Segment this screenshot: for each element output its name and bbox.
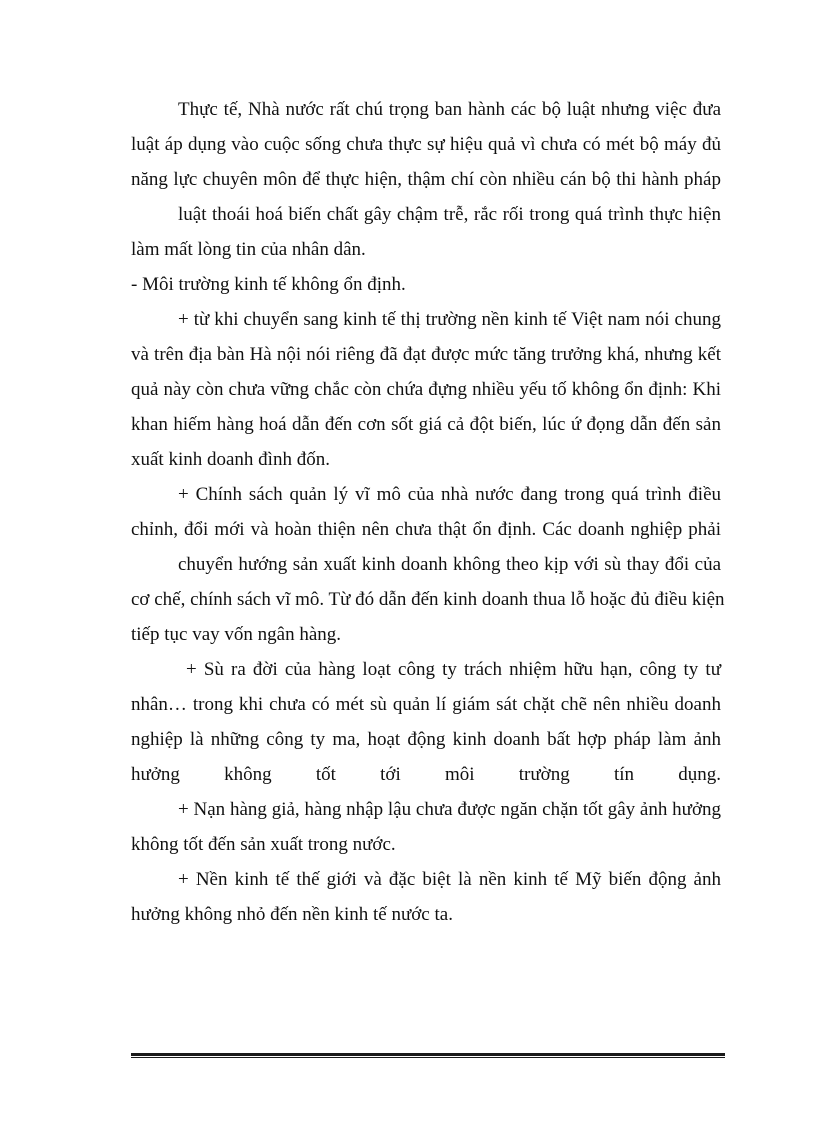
paragraph-line: quả này còn chưa vững chắc còn chứa đựng nhiều yếu tố không ổn định: Khi [131,379,721,400]
paragraph-line: luật thoái hoá biến chất gây chậm trễ, rắc rối trong quá trình thực hiện [178,204,721,225]
paragraph-line: + Chính sách quản lý vĩ mô của nhà nước đang trong quá trình điều [178,484,721,505]
paragraph-line: luật áp dụng vào cuộc sống chưa thực sự hiệu quả vì chưa có mét bộ máy đủ [131,134,721,155]
paragraph-line: nghiệp là những công ty ma, hoạt động kinh doanh bất hợp pháp làm ảnh [131,729,721,750]
paragraph-line: tiếp tục vay vốn ngân hàng. [131,624,342,645]
paragraph-line: Thực tế, Nhà nước rất chú trọng ban hành các bộ luật nhưng việc đưa [178,99,721,120]
paragraph-line: chỉnh, đổi mới và hoàn thiện nên chưa thật ổn định. Các doanh nghiệp phải [131,519,721,540]
paragraph-line: và trên địa bàn Hà nội nói riêng đã đạt được mức tăng trưởng khá, nhưng kết [131,344,721,365]
section-heading: - Môi trường kinh tế không ổn định. [131,274,406,295]
paragraph-line: khan hiếm hàng hoá dẫn đến cơn sốt giá cả đột biến, lúc ứ đọng dẫn đến sản [131,414,721,435]
paragraph-line: xuất kinh doanh đình đốn. [131,449,330,470]
paragraph-line: nhân… trong khi chưa có mét sù quản lí giám sát chặt chẽ nên nhiều doanh [131,694,721,715]
paragraph-line: + Nạn hàng giả, hàng nhập lậu chưa được ngăn chặn tốt gây ảnh hưởng [178,799,721,820]
paragraph-line: năng lực chuyên môn để thực hiện, thậm chí còn nhiều cán bộ thi hành pháp [131,169,721,190]
paragraph-line: hưởng không tốt tới môi trường tín dụng. [131,764,721,785]
paragraph-line: hưởng không nhỏ đến nền kinh tế nước ta. [131,904,453,925]
paragraph-line: làm mất lòng tin của nhân dân. [131,239,366,260]
paragraph-line: không tốt đến sản xuất trong nước. [131,834,396,855]
paragraph-line: + từ khi chuyển sang kinh tế thị trường nền kinh tế Việt nam nói chung [178,309,721,330]
paragraph-line: + Nền kinh tế thế giới và đặc biệt là nền kinh tế Mỹ biến động ảnh [178,869,721,890]
paragraph-line: cơ chế, chính sách vĩ mô. Từ đó dẫn đến kinh doanh thua lỗ hoặc đủ điều kiện [131,589,725,610]
paragraph-line: + Sù ra đời của hàng loạt công ty trách nhiệm hữu hạn, công ty tư [186,659,721,680]
paragraph-line: chuyển hướng sản xuất kinh doanh không theo kịp với sù thay đổi của [178,554,721,575]
footer-divider [131,1053,725,1058]
